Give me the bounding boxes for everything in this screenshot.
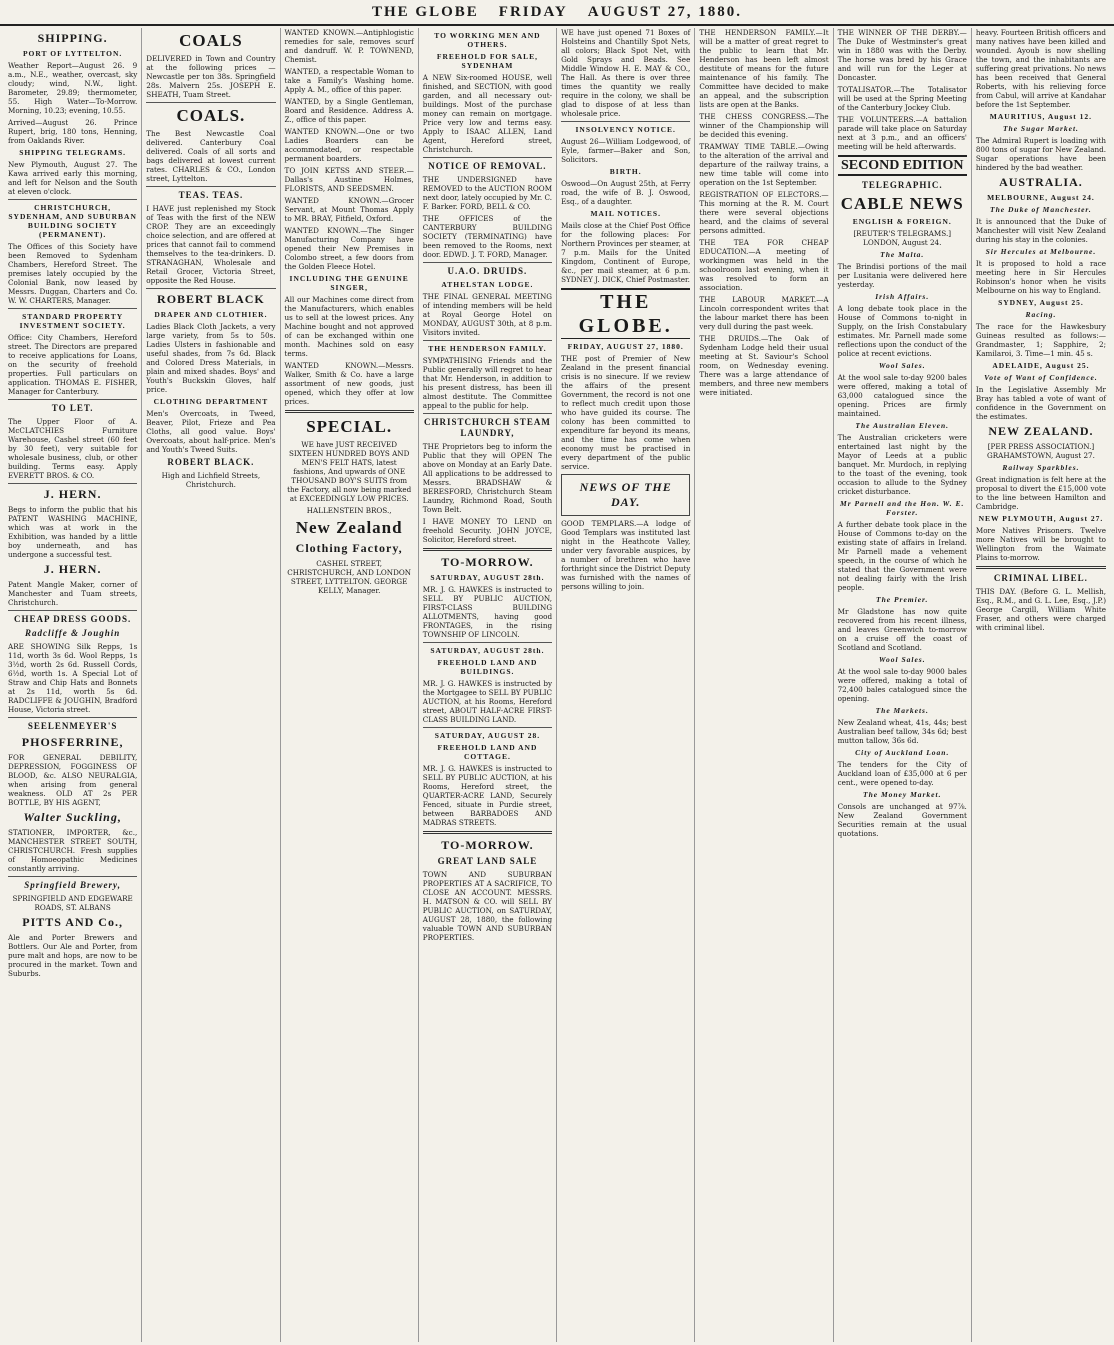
news-item: THE WINNER OF THE DERBY.—The Duke of Westminster's great win in 1880 was with the Derby. The horse was bred by his Grace and will run for the Leger at Doncaster. bbox=[837, 28, 967, 82]
column-5 bbox=[557, 28, 695, 1342]
subhead: The Duke of Manchester. bbox=[990, 205, 1092, 214]
news-item: TRAMWAY TIME TABLE.—Owing to the alteration of the arrival and departure of the railway trains, a new time table will come into operation on the 1st September. bbox=[699, 142, 829, 187]
removal-ad: THE UNDERSIGNED have REMOVED to the AUCTION ROOM next door, lately occupied by Mr. C. F. Barker. FORD, BELL & CO. bbox=[422, 175, 553, 211]
cable-item: The Australian cricketers were entertained last night by the Mayor of Leeds at a public banquet. Mr. Murdoch, in replying to the toast of the evening, took occasion to allude to the Sydney cricket disturbance. bbox=[837, 433, 967, 496]
column-8 bbox=[972, 28, 1110, 1342]
tomorrow-heading-2: TO-MORROW. bbox=[441, 838, 534, 852]
teas-ad: I HAVE just replenished my Stock of Teas with the first of the NEW CROP. They are an exceedingly choice selection, and are offered at prices that cannot fail to commend themselves to the tea-drinkers. D. STRANAGHAN, Wholesale and Retail Grocer, Victoria Street, opposite the Red House. bbox=[146, 204, 276, 285]
second-edition-banner: SECOND EDITION bbox=[838, 155, 967, 176]
divider bbox=[146, 186, 275, 187]
clothing-factory-heading: Clothing Factory, bbox=[295, 541, 403, 555]
cable-item: It is proposed to hold a race meeting here in Sir Hercules Robinson's honor when he visits Melbourne on his way to England. bbox=[975, 259, 1106, 295]
australia-heading: AUSTRALIA. bbox=[999, 175, 1083, 189]
freehold-land-heading: FREEHOLD LAND AND BUILDINGS. bbox=[437, 658, 538, 676]
column-7 bbox=[834, 28, 972, 1342]
subhead: The Markets. bbox=[875, 706, 929, 715]
column-4 bbox=[419, 28, 557, 1342]
divider bbox=[561, 121, 690, 122]
robert-black-ad: Ladies Black Cloth Jackets, a very large variety, from 5s to 50s. Ladies Ulsters in fashionable and useful shades, from 7s 6d. Black and Colored Dress Materials, in plain and mixed shades. Boys' and Youth's Buckskin Gloves, half price. bbox=[146, 322, 276, 394]
divider bbox=[8, 876, 137, 877]
cable-item: A further debate took place in the House of Commons to-day on the existing state of affairs in Ireland. Mr Parnell made a vehement speech, in the course of which he stated that the Government were not dealing fairly with the Irish people. bbox=[837, 520, 967, 592]
coals-heading: COALS bbox=[179, 31, 243, 50]
draper-heading: DRAPER AND CLOTHIER. bbox=[154, 310, 268, 319]
divider bbox=[146, 288, 275, 289]
subhead: Sir Hercules at Melbourne. bbox=[985, 247, 1097, 256]
dateline: NEW PLYMOUTH, August 27. bbox=[978, 514, 1104, 523]
laundry-heading: CHRISTCHURCH STEAM LAUNDRY, bbox=[424, 417, 551, 438]
hern-heading-2: J. HERN. bbox=[43, 562, 102, 576]
cottage-heading: FREEHOLD LAND AND COTTAGE. bbox=[437, 743, 538, 761]
column-2 bbox=[142, 28, 280, 1342]
coals-ad: DELIVERED in Town and Country at the following prices — Newcastle per ton 38s. Springfield 28s. Malvern 25s. JOSEPH E. SHEATH, Tuam Street. bbox=[146, 54, 276, 99]
freehold-heading: FREEHOLD FOR SALE, SYDENHAM bbox=[436, 52, 538, 70]
editorial-date: FRIDAY, AUGUST 27, 1880. bbox=[567, 342, 684, 351]
divider bbox=[146, 102, 275, 103]
editorial-body: THE post of Premier of New Zealand in the present financial crisis is no sinecure. If we review the affairs of the present Government, the record is not one to reflect much credit upon those who have guided its course. The colony has been committed to expenditure far beyond its means, and the time has come when economy must be practised in every department of the public service. bbox=[561, 354, 691, 471]
phosferrine-heading: PHOSFERRINE, bbox=[21, 735, 124, 749]
divider bbox=[423, 831, 552, 834]
cable-item: The Admiral Rupert is loading with 800 tons of sugar for New Zealand. Sugar operations have been hindered by the bad weather. bbox=[975, 136, 1106, 172]
suckling-heading: Walter Suckling, bbox=[23, 810, 122, 824]
news-item: THE DRUIDS.—The Oak of Sydenham Lodge held their usual meeting at St. Saviour's School room, on Wednesday evening. There was a large attendance of members, and three new members were initiated. bbox=[699, 334, 829, 397]
brewery-heading: Springfield Brewery, bbox=[24, 880, 121, 890]
subhead: The Sugar Market. bbox=[1002, 124, 1079, 133]
column-6 bbox=[695, 28, 833, 1342]
great-land-sale-heading: GREAT LAND SALE bbox=[437, 856, 538, 866]
subhead: Wool Sales. bbox=[878, 655, 926, 664]
singer-ad: WANTED KNOWN.—The Singer Manufacturing Company have opened their New Premises in Colombo street, a few doors from the Golden Fleece Hotel. bbox=[284, 226, 414, 271]
subhead: The Malta. bbox=[880, 250, 925, 259]
cable-item: Consols are unchanged at 97⅞. New Zealand Government Securities remain at the usual quotations. bbox=[837, 802, 967, 838]
henderson-ad: SYMPATHISING Friends and the Public generally will regret to hear that Mr. Henderson, in addition to his present distress, has been ill almost destitute. The Committee appeal to the public for help. bbox=[422, 356, 553, 410]
issue-day: FRIDAY bbox=[498, 3, 568, 20]
shipping-telegrams-heading: SHIPPING TELEGRAMS. bbox=[19, 148, 127, 157]
cable-item: A long debate took place in the House of Commons to-night in Supply, on the Irish Constabulary estimates. Mr. Parnell made some reflections upon the conduct of the police at recent evictions. bbox=[837, 304, 967, 358]
nz-news-heading: NEW ZEALAND. bbox=[988, 424, 1094, 438]
laundry-ad: THE Proprietors beg to inform the Public that they will OPEN The above on Monday at an Early Date. All applications to be addressed to Messrs. BRADSHAW & BERESFORD, Christchurch Steam Laundry, Richmond Road, South Town Belt. bbox=[422, 442, 553, 514]
shipping-telegrams: New Plymouth, August 27. The Kawa arrived early this morning, and left for Nelson and the South at eleven o'clock. bbox=[8, 160, 138, 196]
divider bbox=[423, 340, 552, 341]
subhead: Wool Sales. bbox=[878, 361, 926, 370]
robert-black-sign-off: ROBERT BLACK. bbox=[167, 457, 255, 467]
removal-heading: NOTICE OF REMOVAL. bbox=[428, 161, 547, 171]
freehold-land-ad: MR. J. G. HAWKES is instructed by the Mortgagee to SELL BY PUBLIC AUCTION, at his Rooms, Hereford street, ABOUT HALF-ACRE FIRST-CLASS BUILDING LAND. bbox=[422, 679, 553, 724]
pitts-heading: PITTS AND Co., bbox=[22, 915, 123, 929]
divider bbox=[423, 727, 552, 728]
sale-date-2: SATURDAY, AUGUST 28th. bbox=[430, 646, 545, 655]
hern-heading: J. HERN. bbox=[43, 487, 102, 501]
investment-society-ad: Office: City Chambers, Hereford street. The Directors are prepared to receive applications for Loans, on the security of freehold properties. Full particulars on application. THOMAS E. FISHER, Manager for Canterbury. bbox=[8, 333, 138, 396]
special-heading: SPECIAL. bbox=[306, 417, 393, 436]
english-foreign-heading: ENGLISH & FOREIGN. bbox=[852, 217, 952, 226]
wanted-ad: WANTED, a respectable Woman to take a Family's Washing home. Apply A. M., office of this paper. bbox=[284, 67, 414, 94]
mail-notice: Mails close at the Chief Post Office for the following places: For Northern Provinces per steamer, at 7 p.m. Mails for the United Kingdom, Continent of Europe, &c., per mail steamer, at 6 p.m. SYDNEY J. DICK, Chief Postmaster. bbox=[561, 221, 691, 284]
cable-item: It is announced that the Duke of Manchester will visit New Zealand during his stay in the colonies. bbox=[975, 217, 1106, 244]
cable-item: At the wool sale to-day 9200 bales were offered, making a total of 63,000 catalogued since the opening. Prices are firmly maintained. bbox=[837, 373, 967, 418]
news-item: THE HENDERSON FAMILY.—It will be a matter of great regret to the public to learn that Mr. Henderson has been left almost destitute of means for the future maintenance of his family. The Committee have decided to make an appeal, and the subscription lists are open at the Banks. bbox=[699, 28, 829, 109]
singer-ad-body: All our Machines come direct from the Manufacturers, which enables us to sell at the lowest prices. Any Machine bought and not approved of can be exchanged within one month. Machines sold on easy terms. bbox=[284, 295, 414, 358]
divider bbox=[8, 308, 137, 309]
radcliffe-heading: Radcliffe & Joughin bbox=[24, 628, 121, 638]
to-let-heading: TO LET. bbox=[51, 403, 94, 413]
divider bbox=[8, 483, 137, 484]
radcliffe-ad: ARE SHOWING Silk Repps, 1s 11d, worth 3s 6d. Wool Repps, 1s 3½d, worth 2s 6d. Russell Cords, 6½d, worth 1s. A Special Lot of Straw and Chip Hats and Bonnets at 2s 11d, worth 5s 6d. RADCLIFFE & JOUGHIN, Bradford House, Victoria street. bbox=[8, 642, 138, 714]
henderson-heading: THE HENDERSON FAMILY. bbox=[428, 344, 547, 353]
news-item: REGISTRATION OF ELECTORS.—This morning at the R. M. Court there were several objections heard, and the claims of several persons admitted. bbox=[699, 190, 829, 235]
divider bbox=[423, 413, 552, 414]
news-item: THE TEA FOR CHEAP EDUCATION.—A meeting of workingmen was held in the schoolroom last evening, when it was resolved to form an association. bbox=[699, 238, 829, 292]
subhead: City of Auckland Loan. bbox=[855, 748, 950, 757]
to-let-ad: The Upper Floor of A. McCLATCHIES Furniture Warehouse, Cashel street (60 feet by 30 feet), very suitable for wholesale business, club, or other building. Terms easy. Apply EVERETT BROS. & CO. bbox=[8, 417, 138, 480]
wanted-ad: WANTED, by a Single Gentleman, Board and Residence. Address A. Z., office of this paper. bbox=[284, 97, 414, 124]
telegraphic-heading: TELEGRAPHIC. bbox=[861, 180, 943, 190]
birth-notice: Oswood—On August 25th, at Ferry road, the wife of B. J. Oswood, Esq., of a daughter. bbox=[561, 179, 691, 206]
building-society-removal: THE OFFICES of the CANTERBURY BUILDING SOCIETY (TERMINATING) have been removed to the Rooms, next door. EDWD. J. T. FORD, Manager. bbox=[422, 214, 553, 259]
nets-ad: WE have just opened 71 Boxes of Holsteins and Chantilly Spot Nets, all colors; Black Spot Net, with Gold Sprays and Beads. See Middle Window H. E. MAY & CO., The Hall. As there is over three times the quantity we really require in the colony, we shall be glad to dispose of at less than wholesale price. bbox=[561, 28, 691, 118]
subhead: The Money Market. bbox=[862, 790, 942, 799]
subhead: Irish Affairs. bbox=[875, 292, 930, 301]
cable-item: In the Legislative Assembly Mr Bray has tabled a vote of want of confidence in the Government on the estimates. bbox=[975, 385, 1106, 421]
divider bbox=[423, 548, 552, 551]
shipping-heading: SHIPPING. bbox=[37, 31, 108, 45]
divider bbox=[976, 566, 1106, 569]
brewery-address: SPRINGFIELD AND EDGEWARE ROADS, ST. ALBANS bbox=[12, 894, 133, 912]
news-heading: NEWS OF THE DAY. bbox=[579, 480, 672, 509]
issue-date: AUGUST 27, 1880. bbox=[587, 3, 742, 20]
wanted-ad: WANTED KNOWN.—Grocer Servant, at Mount Thomas Apply to MR. BRAY, Fitfield, Oxford. bbox=[284, 196, 414, 223]
building-society-heading: CHRISTCHURCH, SYDENHAM, AND SUBURBAN BUILDING SOCIETY (PERMANENT). bbox=[8, 203, 137, 239]
dress-goods-heading: CHEAP DRESS GOODS. bbox=[13, 614, 132, 624]
news-body: GOOD TEMPLARS.—A lodge of Good Templars was instituted last night in the Heathcote Valley, under very favorable auspices, by a number of brethren who have forthright since the District Deputy was furnished with the names of persons willing to join. bbox=[561, 519, 691, 591]
mail-heading: MAIL NOTICES. bbox=[590, 209, 661, 218]
working-men-heading: TO WORKING MEN AND OTHERS. bbox=[434, 31, 541, 49]
subhead: Racing. bbox=[1025, 310, 1057, 319]
paper-name: THE GLOBE bbox=[372, 3, 479, 20]
birth-heading: BIRTH. bbox=[609, 167, 642, 176]
clothing-factory-address: CASHEL STREET, CHRISTCHURCH, AND LONDON STREET, LYTTELTON. GEORGE KELLY, Manager. bbox=[287, 559, 412, 595]
subhead: The Premier. bbox=[876, 595, 929, 604]
arrivals: Arrived—August 26. Prince Rupert, brig, 180 tons, Henning, from Oaklands River. bbox=[8, 118, 138, 145]
special-ad: WE have JUST RECEIVED SIXTEEN HUNDRED BOYS AND MEN'S FELT HATS, latest fashions, And upwards of ONE THOUSAND BOY'S SUITS from the Factory, all now being marked at EXCEEDINGLY LOW PRICES. bbox=[287, 440, 412, 503]
columns bbox=[4, 28, 1110, 1342]
press-association-line: [PER PRESS ASSOCIATION.] GRAHAMSTOWN, August 27. bbox=[986, 442, 1095, 460]
port-heading: PORT OF LYTTELTON. bbox=[22, 49, 123, 58]
coals-ad-2: The Best Newcastle Coal delivered. Canterbury Coal delivered. Coals of all sorts and bags delivered at lowest current rates. CHARLES & CO., London street, Lyttelton. bbox=[146, 129, 276, 183]
cable-item: heavy. Fourteen British officers and many natives have been killed and wounded. Ayoub is now shelling the town, and the inhabitants are suffering great privations. No news has been received that General Roberts, with his relieving force from Cabul, will arrive at Kandahar before the 1st September. bbox=[975, 28, 1106, 109]
column-3 bbox=[281, 28, 419, 1342]
masthead bbox=[0, 0, 1114, 26]
editorial-title: THE GLOBE. bbox=[561, 288, 690, 339]
seelenmeyer-heading: SEELENMEYER'S bbox=[27, 721, 118, 731]
subhead: The Australian Eleven. bbox=[855, 421, 950, 430]
dateline: MAURITIUS, August 12. bbox=[989, 112, 1093, 121]
cable-item: More Natives Prisoners. Twelve more Natives will be brought to Wellington from the Waimate Plains to-morrow. bbox=[975, 526, 1106, 562]
column-1 bbox=[4, 28, 142, 1342]
subhead: Railway Sparkbles. bbox=[1002, 463, 1080, 472]
news-item: THE VOLUNTEERS.—A battalion parade will take place on Saturday next at 3 p.m., and an officers' meeting will be held afterwards. bbox=[837, 115, 967, 151]
wanted-ad: TO JOIN KETSS AND STEER.—Dallas's Austine Holmes, FLORISTS, AND SEEDSMEN. bbox=[284, 166, 414, 193]
divider bbox=[285, 410, 414, 413]
dateline: SYDNEY, August 25. bbox=[998, 298, 1084, 307]
freehold-ad: A NEW Six-roomed HOUSE, well finished, and SECTION, with good garden, and all necessary out-buildings. Most of the purchase money can remain on mortgage. Price very low and terms easy. Apply to ISAAC ALLEN, Land Agent, Hereford street, Christchurch. bbox=[422, 73, 553, 154]
wanted-ad: WANTED KNOWN.—Antiphlogistic remedies for sale, removes scurf and dandruff. W. P. TOWNEND, Chemist. bbox=[284, 28, 414, 64]
singer-heading: INCLUDING THE GENUINE SINGER, bbox=[289, 274, 409, 292]
wanted-ad: WANTED KNOWN.—One or two Ladies Boarders can be accommodated, or respectable permanent boarders. bbox=[284, 127, 414, 163]
news-box bbox=[561, 474, 690, 516]
money-lend-ad: I HAVE MONEY TO LEND on freehold Security. JOHN JOYCE, Solicitor, Hereford street. bbox=[422, 517, 553, 544]
cable-item: At the wool sale to-day 9000 bales were offered, making a total of 72,400 bales catalogued since the opening. bbox=[837, 667, 967, 703]
cable-item: The Brindisi portions of the mail per Lusitania were delivered here yesterday. bbox=[837, 262, 967, 289]
cable-news-heading: CABLE NEWS bbox=[840, 194, 964, 213]
court-report: THIS DAY. (Before G. L. Mellish, Esq., R.M., and G. L. Lee, Esq., J.P.) George Cargill, William White Fraser, and others were charged with criminal libel. bbox=[975, 587, 1106, 632]
divider bbox=[8, 717, 137, 718]
lodge-heading: ATHELSTAN LODGE. bbox=[441, 280, 534, 289]
dateline: ADELAIDE, August 25. bbox=[992, 361, 1090, 370]
insolvency-heading: INSOLVENCY NOTICE. bbox=[575, 125, 676, 134]
investment-society-heading: STANDARD PROPERTY INVESTMENT SOCIETY. bbox=[19, 312, 126, 330]
cable-item: The tenders for the City of Auckland loan of £35,000 at 6 per cent., were opened to-day. bbox=[837, 760, 967, 787]
subhead: Vote of Want of Confidence. bbox=[984, 373, 1098, 382]
sale-date-3: SATURDAY, AUGUST 28. bbox=[434, 731, 541, 740]
cottage-ad: MR. J. G. HAWKES is instructed to SELL BY PUBLIC AUCTION, at his Rooms, Hereford street, the QUARTER-ACRE LAND, Securely Fenced, situate in Purdie street, between BARBADOES AND MADRAS STREETS. bbox=[422, 764, 553, 827]
news-item: THE LABOUR MARKET.—A Lincoln correspondent writes that the labour market there has been very dull during the past week. bbox=[699, 295, 829, 331]
news-item: THE CHESS CONGRESS.—The winner of the Championship will be decided this evening. bbox=[699, 112, 829, 139]
insolvency-notice: August 26—William Lodgewood, of Eyle, farmer—Baker and Son, Solicitors. bbox=[561, 137, 691, 164]
building-society-ad: The Offices of this Society have been Removed to Sydenham Chambers, Hereford Street. The premises lately occupied by the Colonial Bank, now leased by Messrs. Duggan, Charters and Co. W. W. CHARTERS, Manager. bbox=[8, 242, 138, 305]
wanted-ad: WANTED KNOWN.—Messrs. Walker, Smith & Co. have a large assortment of new goods, just opened, which they offer at low prices. bbox=[284, 361, 414, 406]
suckling-ad: STATIONER, IMPORTER, &c., MANCHESTER STREET SOUTH, CHRISTCHURCH. Fresh supplies of Homoeopathic Medicines constantly arriving. bbox=[8, 828, 138, 873]
divider bbox=[8, 610, 137, 611]
dateline: MELBOURNE, August 24. bbox=[987, 193, 1095, 202]
phosferrine-ad: FOR GENERAL DEBILITY, DEPRESSION, FOGGINESS OF BLOOD, &c. ALSO NEURALGIA, when arising from general weakness. OLD AT 2s PER BOTTLE, BY HIS AGENT, bbox=[8, 753, 138, 807]
tomorrow-heading: TO-MORROW. bbox=[441, 555, 534, 569]
london-dateline: [REUTER'S TELEGRAMS.] LONDON, August 24. bbox=[853, 229, 952, 247]
criminal-libel-heading: CRIMINAL LIBEL. bbox=[993, 573, 1088, 583]
divider bbox=[423, 157, 552, 158]
subhead: Mr Parnell and the Hon. W. E. Forster. bbox=[840, 499, 965, 517]
divider bbox=[8, 399, 137, 400]
clothing-dept-heading: CLOTHING DEPARTMENT bbox=[153, 397, 269, 406]
divider bbox=[423, 262, 552, 263]
cable-item: Mr Gladstone has now quite recovered from his recent illness, and leaves Greenwich to-morrow on a cruise off the coast of Scotland and Scotland. bbox=[837, 607, 967, 652]
hern-ad-2: Patent Mangle Maker, corner of Manchester and Tuam streets, Christchurch. bbox=[8, 580, 138, 607]
hern-ad: Begs to inform the public that his PATENT WASHING MACHINE, which was at work in the Exhibition, was handed by a little boy underneath, and has undergone a successful test. bbox=[8, 505, 138, 559]
cable-item: New Zealand wheat, 41s, 44s; best Australian beef tallow, 34s 6d; best mutton tallow, 36s 6d. bbox=[837, 718, 967, 745]
lincoln-sale-ad: MR. J. G. HAWKES is instructed to SELL BY PUBLIC AUCTION, FIRST-CLASS BUILDING ALLOTMENTS, having good FRONTAGES, in the rising TOWNSHIP OF LINCOLN. bbox=[422, 585, 553, 639]
druids-heading: U.A.O. DRUIDS. bbox=[447, 266, 528, 276]
robert-black-address: High and Lichfield Streets, Christchurch. bbox=[161, 471, 261, 489]
robert-black-heading: ROBERT BLACK bbox=[157, 292, 265, 306]
divider bbox=[8, 199, 137, 200]
lodge-ad: THE FINAL GENERAL MEETING of intending members will be held at Royal George Hotel on MONDAY, AUGUST 30th, at 8 p.m. Visitors invited. bbox=[422, 292, 553, 337]
hallenstein-name: HALLENSTEIN BROS., bbox=[306, 506, 392, 515]
teas-heading: TEAS. TEAS. bbox=[178, 190, 244, 200]
divider bbox=[423, 642, 552, 643]
clothing-dept-ad: Men's Overcoats, in Tweed, Beaver, Pilot, Frieze and Pea Cloths, all good value. Boys' Overcoats, about half-price. Men's and Youth's Tweed Suits. bbox=[146, 409, 276, 454]
cable-item: The race for the Hawkesbury Guineas resulted as follows:—Grandmaster, 1; Sapphire, 2; Kamilaroi, 3. Time—1 min. 45 s. bbox=[975, 322, 1106, 358]
news-item: TOTALISATOR.—The Totalisator will be used at the Spring Meeting of the Canterbury Jockey Club. bbox=[837, 85, 967, 112]
coals-heading-2: COALS. bbox=[176, 106, 246, 125]
land-sale-ad: TOWN AND SUBURBAN PROPERTIES AT A SACRIFICE, TO CLOSE AN ACCOUNT. MESSRS. H. MATSON & CO. will SELL BY PUBLIC AUCTION, on SATURDAY, AUGUST 28, 1880, the following valuable TOWN AND SUBURBAN PROPERTIES. bbox=[422, 870, 553, 942]
weather-report: Weather Report—August 26. 9 a.m., N.E., weather, overcast, sky cloudy; wind, N.W., light. Barometer, 29.89; thermometer, 55. High Water—To-Morrow. Morning, 10.23; evening, 10.55. bbox=[8, 61, 138, 115]
pitts-ad: Ale and Porter Brewers and Bottlers. Our Ale and Porter, from pure malt and hops, are now to be procured in the market. Town and Suburbs. bbox=[8, 933, 138, 978]
nz-heading: New Zealand bbox=[295, 518, 403, 537]
cable-item: Great indignation is felt here at the proposal to divert the £15,000 vote to the line between Hamilton and Cambridge. bbox=[975, 475, 1106, 511]
sale-date: SATURDAY, AUGUST 28th. bbox=[430, 573, 545, 582]
